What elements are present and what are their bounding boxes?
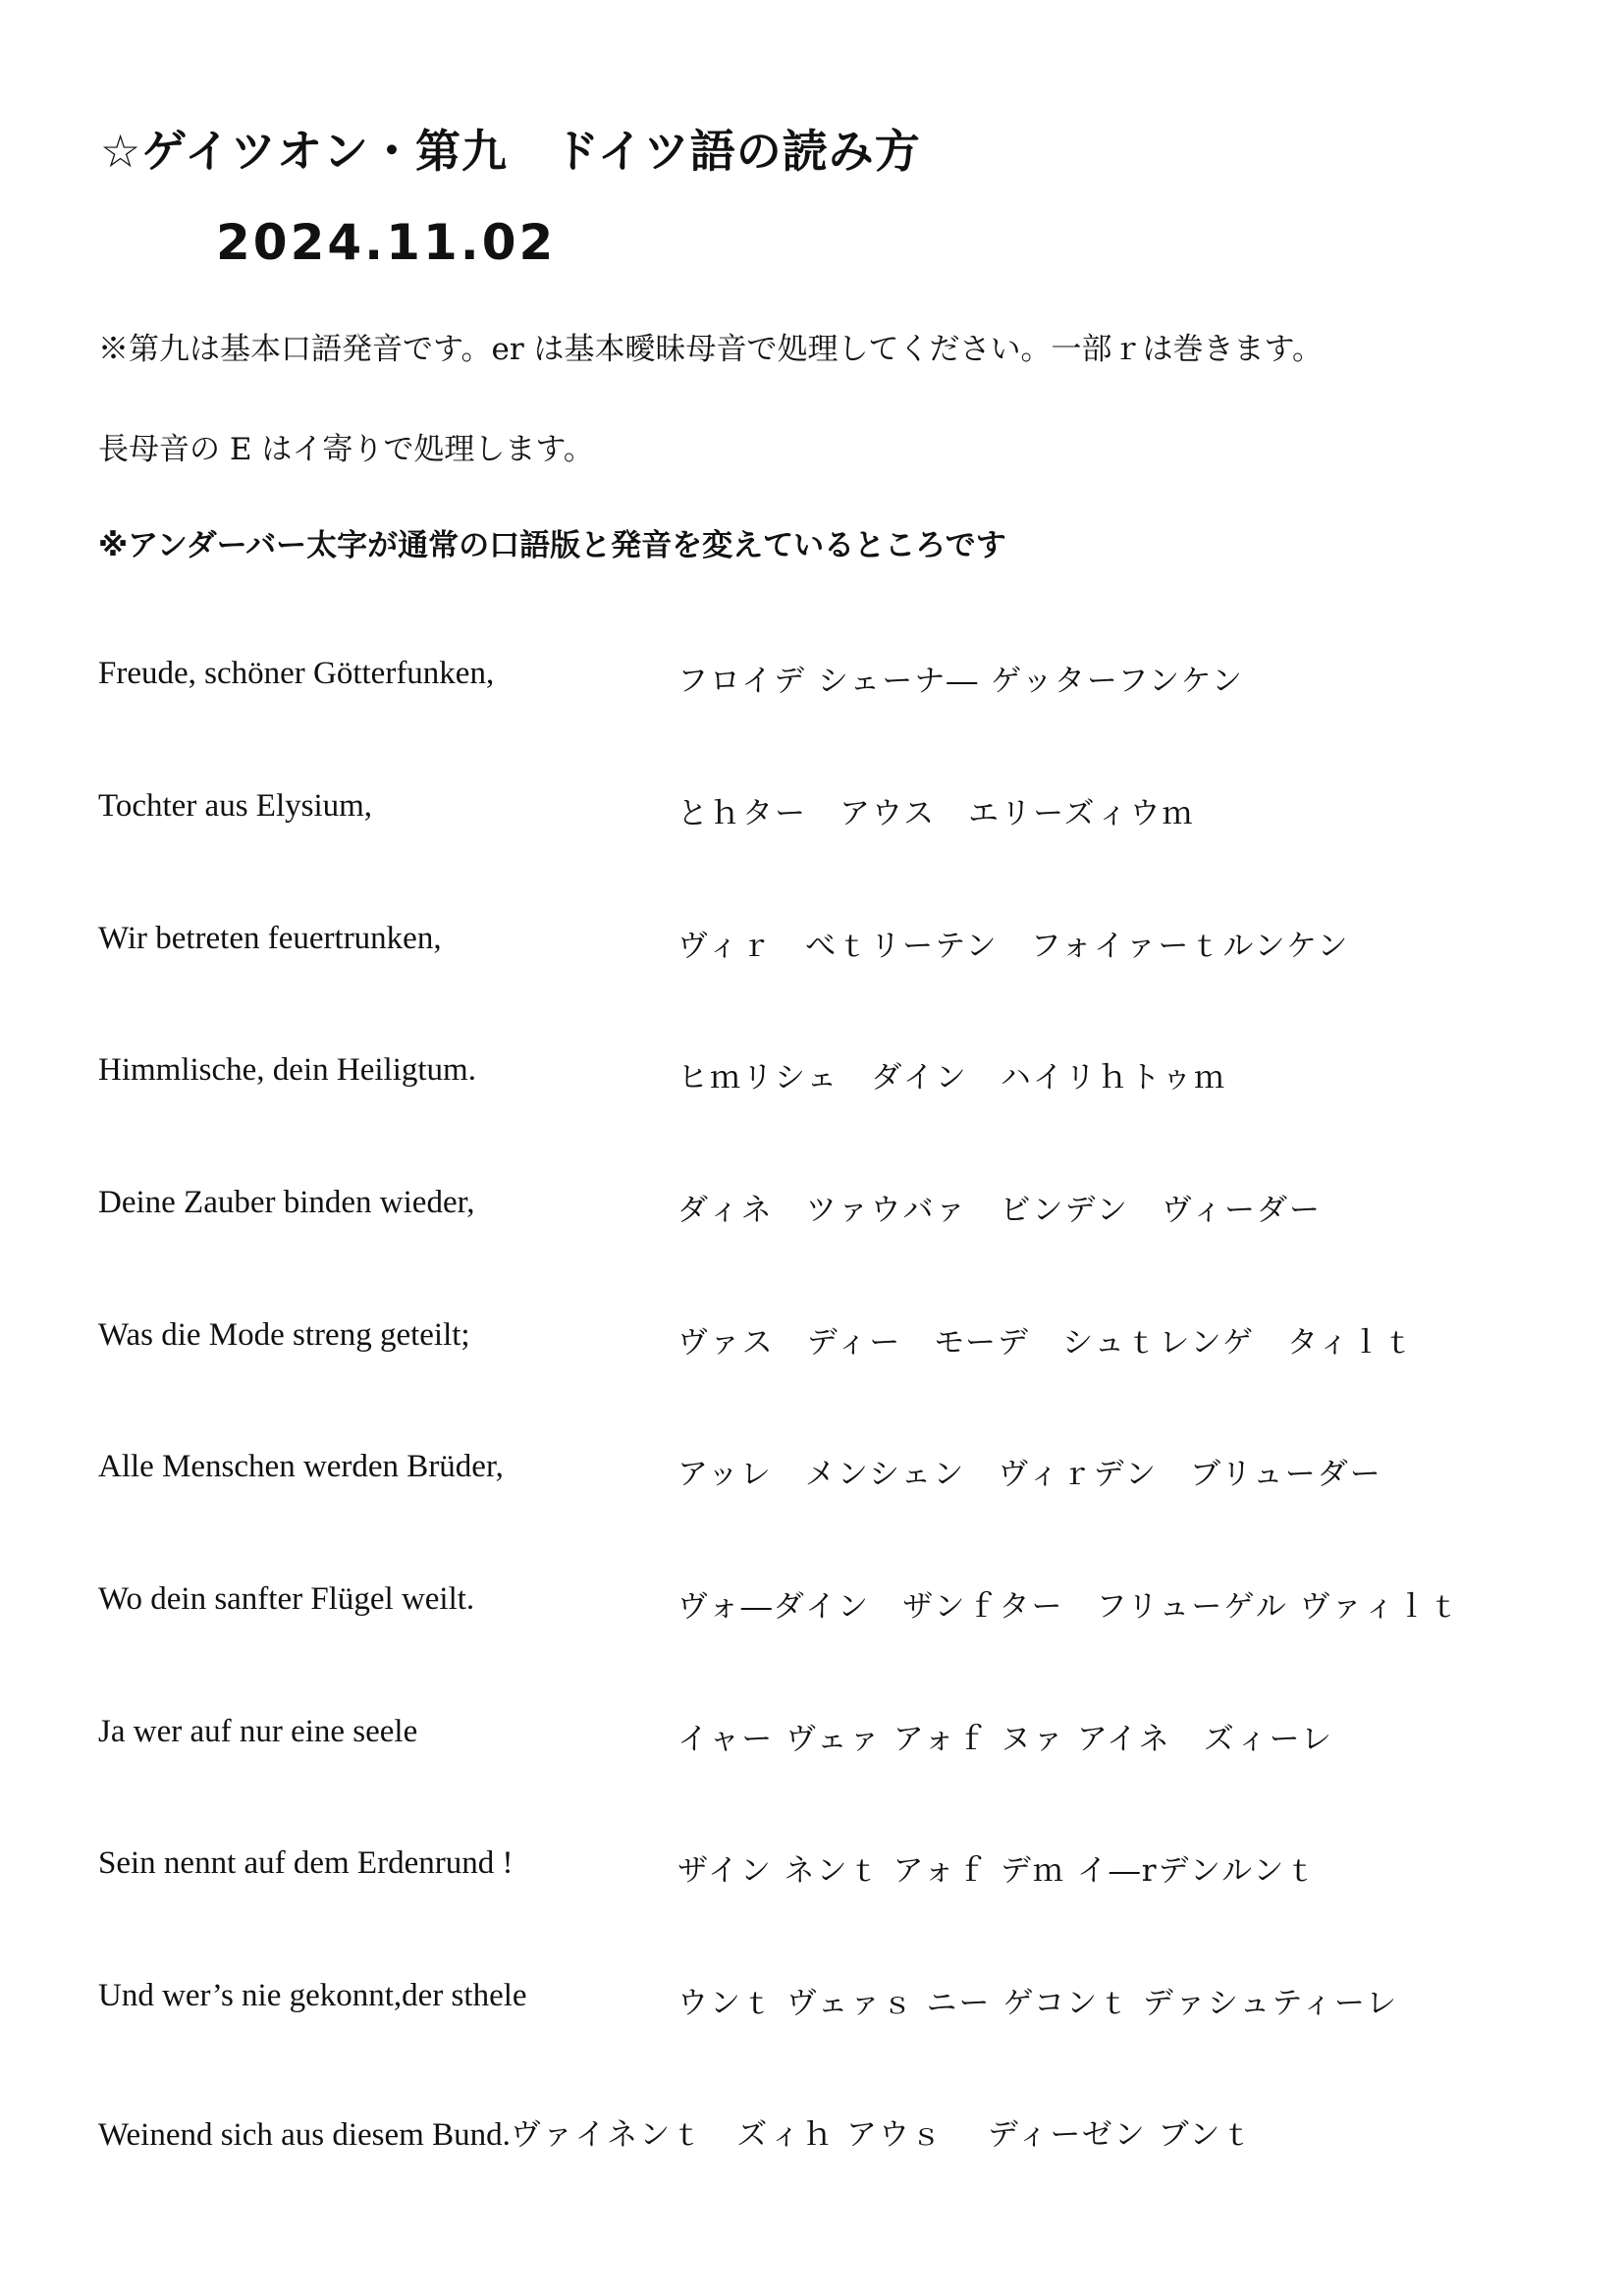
lyric-line bbox=[0, 1317, 1624, 1376]
lyric-line bbox=[0, 1714, 1624, 1773]
katakana-reading: ヴァイネンｔ ズィｈ アウｓ ディーゼン ブンｔ bbox=[510, 2117, 1255, 2153]
lyric-line-inline bbox=[98, 2109, 1254, 2154]
lyric-line bbox=[0, 1581, 1624, 1640]
underline-bold-note: ※アンダーバー太字が通常の口語版と発音を変えているところです bbox=[98, 528, 1006, 563]
german-text: Freude, schöner Götterfunken, bbox=[98, 656, 495, 691]
german-text: Himmlische, dein Heiligtum. bbox=[98, 1052, 476, 1088]
pronunciation-note: ※第九は基本口語発音です。er は基本曖昧母音で処理してください。一部ｒは巻きます。 bbox=[98, 332, 1324, 367]
lyric-line bbox=[0, 788, 1624, 847]
lyric-line bbox=[0, 1449, 1624, 1508]
german-text: Was die Mode streng geteilt; bbox=[98, 1317, 470, 1353]
katakana-reading: ヴィｒ べｔリーテン フォイァーｔルンケン bbox=[677, 929, 1350, 964]
lyric-line bbox=[0, 1845, 1624, 1904]
katakana-reading: ヴァス ディー モーデ シュｔレンゲ タィｌｔ bbox=[677, 1325, 1416, 1361]
german-text: Deine Zauber binden wieder, bbox=[98, 1185, 475, 1220]
lyric-line bbox=[0, 656, 1624, 715]
german-text: Alle Menschen werden Brüder, bbox=[98, 1449, 504, 1484]
german-text: Tochter aus Elysium, bbox=[98, 788, 373, 824]
lyric-line bbox=[0, 921, 1624, 980]
katakana-reading: フロイデ シェーナ― ゲッターフンケン bbox=[677, 664, 1244, 699]
german-text: Und wer’s nie gekonnt,der sthele bbox=[98, 1978, 527, 2013]
german-text: Sein nennt auf dem Erdenrund ! bbox=[98, 1845, 514, 1881]
german-text: Wir betreten feuertrunken, bbox=[98, 921, 442, 956]
lyric-line bbox=[0, 2109, 1624, 2168]
katakana-reading: イャー ヴェァ アォｆ ヌァ アイネ ズィーレ bbox=[677, 1722, 1334, 1757]
katakana-reading: ザイン ネンｔ アォｆ デｍ イ―rデンルンｔ bbox=[677, 1853, 1319, 1889]
katakana-reading: ヒｍリシェ ダイン ハイリｈトゥｍ bbox=[677, 1060, 1226, 1095]
katakana-reading: アッレ メンシェン ヴィｒデン ブリューダー bbox=[677, 1457, 1382, 1492]
katakana-reading: とｈター アウス エリーズィウｍ bbox=[677, 796, 1195, 831]
lyric-line bbox=[0, 1978, 1624, 2037]
katakana-reading: ウンｔ ヴェァｓ ニー ゲコンｔ デァシュティーレ bbox=[677, 1986, 1399, 2021]
lyric-line bbox=[0, 1185, 1624, 1244]
german-text: Wo dein sanfter Flügel weilt. bbox=[98, 1581, 475, 1617]
document-date: 2024.11.02 bbox=[216, 214, 557, 271]
german-text: Weinend sich aus diesem Bund. bbox=[98, 2117, 511, 2153]
lyric-line bbox=[0, 1052, 1624, 1111]
katakana-reading: ヴォ―ダイン ザンｆター フリューゲル ヴァィｌｔ bbox=[677, 1589, 1462, 1625]
katakana-reading: ダィネ ツァウバァ ビンデン ヴィーダー bbox=[677, 1193, 1322, 1228]
page-title: ☆ゲイツオン・第九 ドイツ語の読み方 bbox=[100, 125, 921, 178]
german-text: Ja wer auf nur eine seele bbox=[98, 1714, 418, 1749]
long-vowel-note: 長母音の E はイ寄りで処理します。 bbox=[98, 432, 594, 467]
